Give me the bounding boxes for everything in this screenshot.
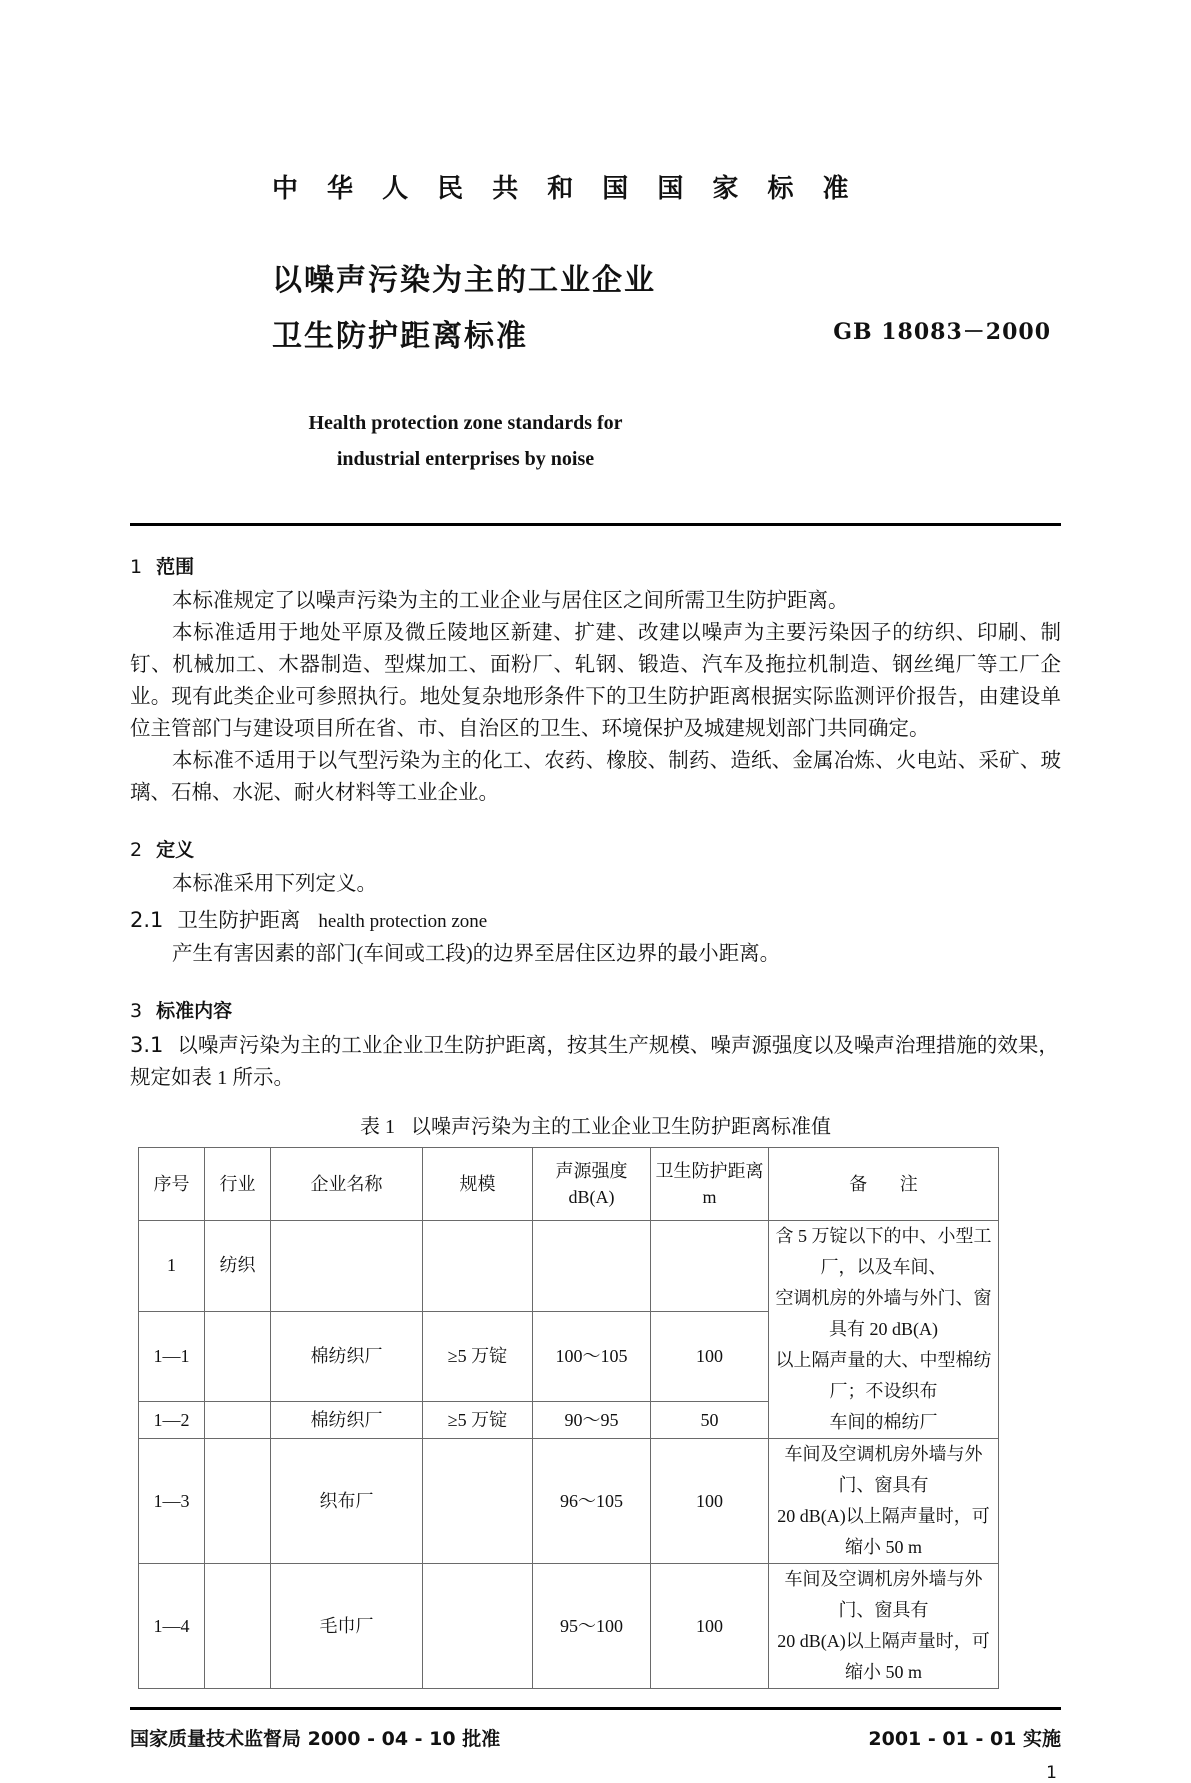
cell-enterprise: 毛巾厂: [271, 1564, 423, 1689]
title-cn-line2: 卫生防护距离标准: [272, 319, 528, 354]
title-en: [130, 405, 1061, 477]
column-header-enterprise: 企业名称: [271, 1148, 423, 1221]
cell-industry: [205, 1439, 271, 1564]
cell-distance: 100: [651, 1311, 769, 1402]
table-body: [139, 1221, 999, 1689]
subsection-3-1-number: 3.1: [130, 1033, 164, 1057]
subsection-2-1-term-en: health protection zone: [318, 911, 488, 932]
cell-no: 1: [139, 1221, 205, 1312]
cell-sound-level: 95～100: [533, 1564, 651, 1689]
cell-scale: [423, 1564, 533, 1689]
table-caption: [130, 1110, 1061, 1139]
cell-scale: [423, 1439, 533, 1564]
section-3-title: 标准内容: [156, 1000, 233, 1022]
title-en-line2: industrial enterprises by noise: [336, 448, 595, 470]
table-header-row: [139, 1148, 999, 1221]
table-row: [139, 1564, 999, 1689]
page-number: 1: [1046, 1763, 1057, 1783]
table-caption-number: 表 1: [360, 1116, 395, 1138]
column-header-sound-level-line1: 声源强度: [555, 1161, 628, 1181]
cell-sound-level: 90～95: [533, 1402, 651, 1439]
cell-remark: [769, 1564, 999, 1689]
table-row: [139, 1221, 999, 1312]
section-1-title: 范围: [156, 556, 195, 578]
cell-scale: ≥5 万锭: [423, 1311, 533, 1402]
section-3-heading: [130, 996, 1061, 1023]
section-2-heading: [130, 835, 1061, 862]
subsection-2-1-body: 产生有害因素的部门(车间或工段)的边界至居住区边界的最小距离。: [172, 943, 781, 965]
remark-line: 车间及空调机房外墙与外门、窗具有: [784, 1444, 983, 1495]
cell-enterprise: 织布厂: [271, 1439, 423, 1564]
remark-line: 以上隔声量的大、中型棉纺厂；不设织布: [775, 1350, 992, 1401]
section-2-title: 定义: [156, 839, 195, 861]
subsection-2-1: [130, 904, 1061, 938]
cell-sound-level: [533, 1221, 651, 1312]
cell-distance: 100: [651, 1439, 769, 1564]
cell-industry: [205, 1564, 271, 1689]
cell-distance: 50: [651, 1402, 769, 1439]
standard-code: GB 18083－2000: [833, 319, 1051, 345]
cell-remark: [769, 1439, 999, 1564]
cell-no: 1—3: [139, 1439, 205, 1564]
subsection-2-1-term-cn: 卫生防护距离: [177, 910, 301, 932]
section-1-heading: [130, 552, 1061, 579]
cell-no: 1—2: [139, 1402, 205, 1439]
section-1-paragraph-1: 本标准规定了以噪声污染为主的工业企业与居住区之间所需卫生防护距离。: [172, 590, 849, 612]
subsection-3-1-continuation: 规定如表 1 所示。: [130, 1067, 294, 1089]
cell-enterprise: 棉纺织厂: [271, 1402, 423, 1439]
column-header-distance-line1: 卫生防护距离: [655, 1161, 764, 1181]
column-header-sound-level: [533, 1148, 651, 1221]
cell-remark: [769, 1221, 999, 1439]
cell-industry: 纺织: [205, 1221, 271, 1312]
cell-distance: 100: [651, 1564, 769, 1689]
table-row: [139, 1439, 999, 1564]
remark-line: 空调机房的外墙与外门、窗具有 20 dB(A): [775, 1288, 992, 1339]
health-protection-distance-table: [138, 1147, 999, 1689]
page-footer: [130, 1724, 1061, 1751]
title-en-line1: Health protection zone standards for: [308, 412, 623, 434]
section-1-paragraph-2: 本标准适用于地处平原及微丘陵地区新建、扩建、改建以噪声为主要污染因子的纺织、印刷、制钉、机械加工、木器制造、型煤加工、面粉厂、轧钢、锻造、汽车及拖拉机制造、钢丝绳厂等工厂企业。现有此类企业可参照执行。地处复杂地形条件下的卫生防护距离根据实际监测评价报告，由建设单位主管部门与建设项目所在省、市、自治区的卫生、环境保护及城建规划部门共同确定。: [130, 622, 1061, 740]
cell-enterprise: 棉纺织厂: [271, 1311, 423, 1402]
remark-line: 车间的棉纺厂: [829, 1412, 938, 1432]
section-3-number: 3: [130, 1000, 143, 1022]
national-standard-banner: 中 华 人 民 共 和 国 国 家 标 准: [272, 174, 859, 204]
remark-line: 20 dB(A)以上隔声量时，可缩小 50 m: [777, 1631, 990, 1682]
table-caption-text: 以噪声污染为主的工业企业卫生防护距离标准值: [411, 1116, 831, 1138]
column-header-distance-line2: m: [702, 1187, 717, 1207]
column-header-scale: 规模: [423, 1148, 533, 1221]
footer-implementation: 2001 - 01 - 01 实施: [868, 1728, 1061, 1750]
footer-rule: [130, 1707, 1061, 1710]
column-header-remark: [769, 1148, 999, 1221]
column-header-distance: [651, 1148, 769, 1221]
cell-enterprise: [271, 1221, 423, 1312]
column-header-industry: 行业: [205, 1148, 271, 1221]
cell-sound-level: 96～105: [533, 1439, 651, 1564]
remark-line: 含 5 万锭以下的中、小型工厂，以及车间、: [775, 1226, 992, 1277]
cell-distance: [651, 1221, 769, 1312]
cell-industry: [205, 1311, 271, 1402]
remark-line: 车间及空调机房外墙与外门、窗具有: [784, 1569, 983, 1620]
column-header-remark-label: 备 注: [849, 1174, 932, 1194]
cell-scale: [423, 1221, 533, 1312]
subsection-3-1-text: 以噪声污染为主的工业企业卫生防护距离，按其生产规模、噪声源强度以及噪声治理措施的效果，: [177, 1035, 1059, 1057]
section-1-paragraph-3: 本标准不适用于以气型污染为主的化工、农药、橡胶、制药、造纸、金属冶炼、火电站、采矿、玻璃、石棉、水泥、耐火材料等工业企业。: [130, 750, 1061, 804]
cell-sound-level: 100～105: [533, 1311, 651, 1402]
subsection-2-1-number: 2.1: [130, 908, 164, 932]
subsection-3-1: [130, 1029, 1061, 1062]
cell-scale: ≥5 万锭: [423, 1402, 533, 1439]
section-2-number: 2: [130, 839, 143, 861]
title-block: [130, 253, 1061, 373]
title-cn-line1: 以噪声污染为主的工业企业: [272, 263, 656, 298]
table-header: [139, 1148, 999, 1221]
section-1-number: 1: [130, 556, 143, 578]
cell-no: 1—4: [139, 1564, 205, 1689]
footer-approval: 国家质量技术监督局 2000 - 04 - 10 批准: [130, 1728, 501, 1750]
column-header-no: 序号: [139, 1148, 205, 1221]
header-rule: [130, 523, 1061, 526]
column-header-sound-level-line2: dB(A): [568, 1187, 615, 1207]
section-2-paragraph-1: 本标准采用下列定义。: [172, 873, 377, 895]
cell-no: 1—1: [139, 1311, 205, 1402]
cell-industry: [205, 1402, 271, 1439]
remark-line: 20 dB(A)以上隔声量时，可缩小 50 m: [777, 1506, 990, 1557]
